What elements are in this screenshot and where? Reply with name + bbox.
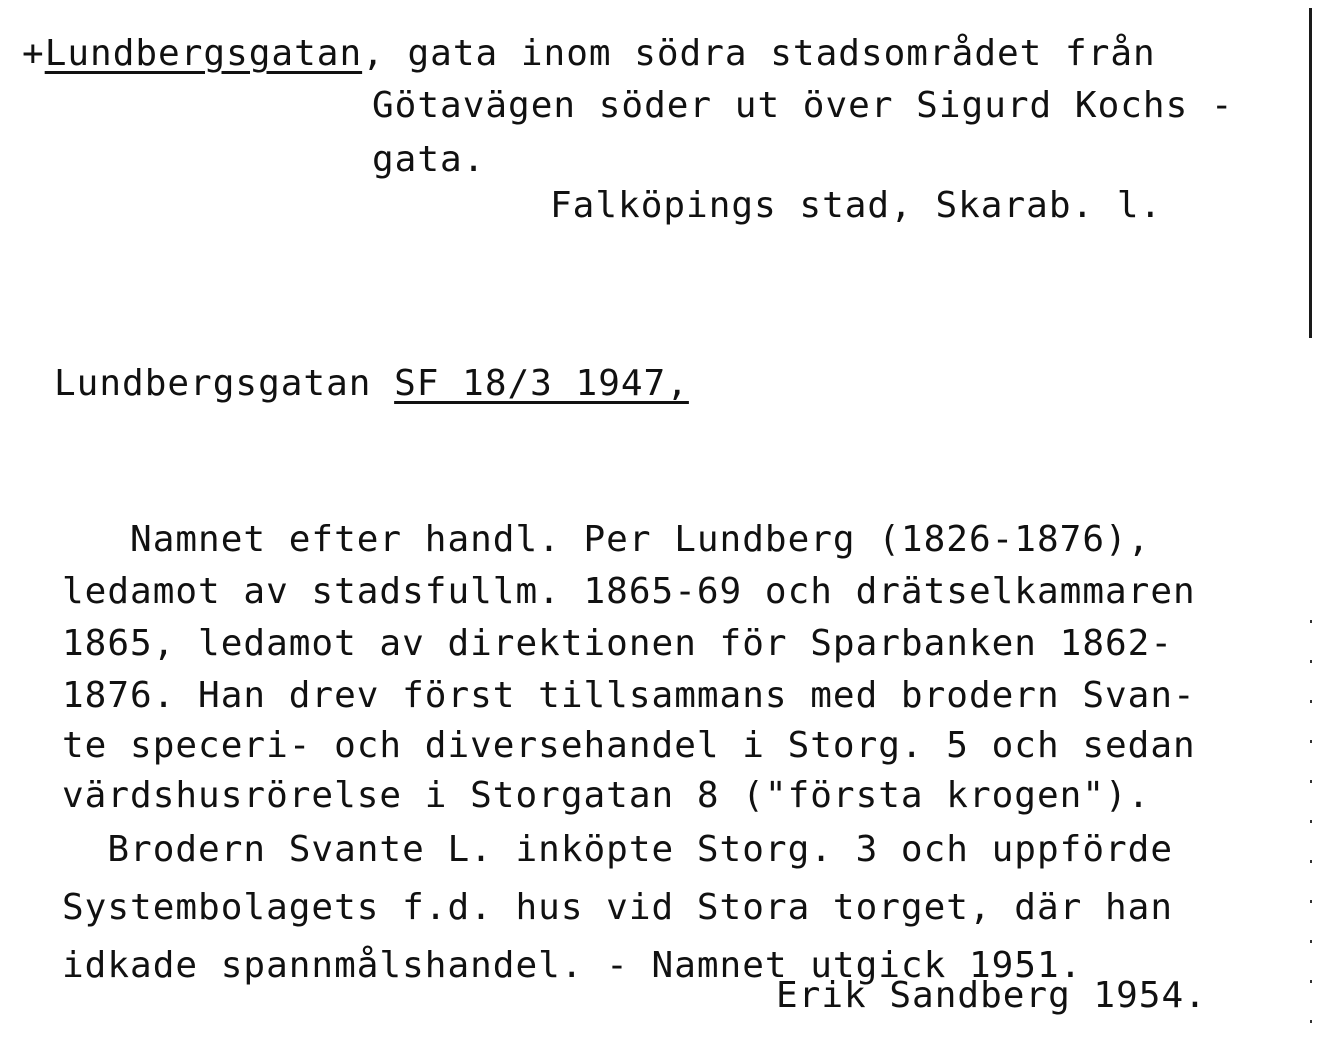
decision-street-name: Lundbergsgatan xyxy=(54,363,372,404)
decision-reference: SF 18/3 1947, xyxy=(394,363,689,404)
card-edge-line xyxy=(1309,8,1312,338)
street-name-heading: Lundbergsgatan xyxy=(44,33,363,74)
description-line-2: Götavägen söder ut över Sigurd Kochs - xyxy=(372,85,1234,126)
entry-marker: + xyxy=(22,33,45,74)
signature: Erik Sandberg 1954. xyxy=(776,975,1207,1016)
card-edge-dots xyxy=(1310,620,1312,1040)
body-line-3: 1865, ledamot av direktionen för Sparbanken 1862- xyxy=(62,623,1174,664)
location-line: Falköpings stad, Skarab. l. xyxy=(550,185,1163,226)
body-line-8: Systembolagets f.d. hus vid Stora torget, där han xyxy=(62,887,1174,928)
description-line-1: , gata inom södra stadsområdet från xyxy=(362,33,1156,74)
header-line-1 xyxy=(22,34,1156,74)
description-line-3: gata. xyxy=(372,139,486,180)
body-line-6: värdshusrörelse i Storgatan 8 ("första krogen"). xyxy=(62,775,1151,816)
body-line-4: 1876. Han drev först tillsammans med brodern Svan- xyxy=(62,675,1196,716)
body-line-1: Namnet efter handl. Per Lundberg (1826-1876), xyxy=(62,519,1151,560)
body-line-7: Brodern Svante L. inköpte Storg. 3 och uppförde xyxy=(62,829,1174,870)
body-line-5: te speceri- och diversehandel i Storg. 5 och sedan xyxy=(62,725,1196,766)
decision-line xyxy=(54,364,689,404)
body-line-2: ledamot av stadsfullm. 1865-69 och drätselkammaren xyxy=(62,571,1196,612)
body-line-9: idkade spannmålshandel. - Namnet utgick 1951. xyxy=(62,945,1083,986)
